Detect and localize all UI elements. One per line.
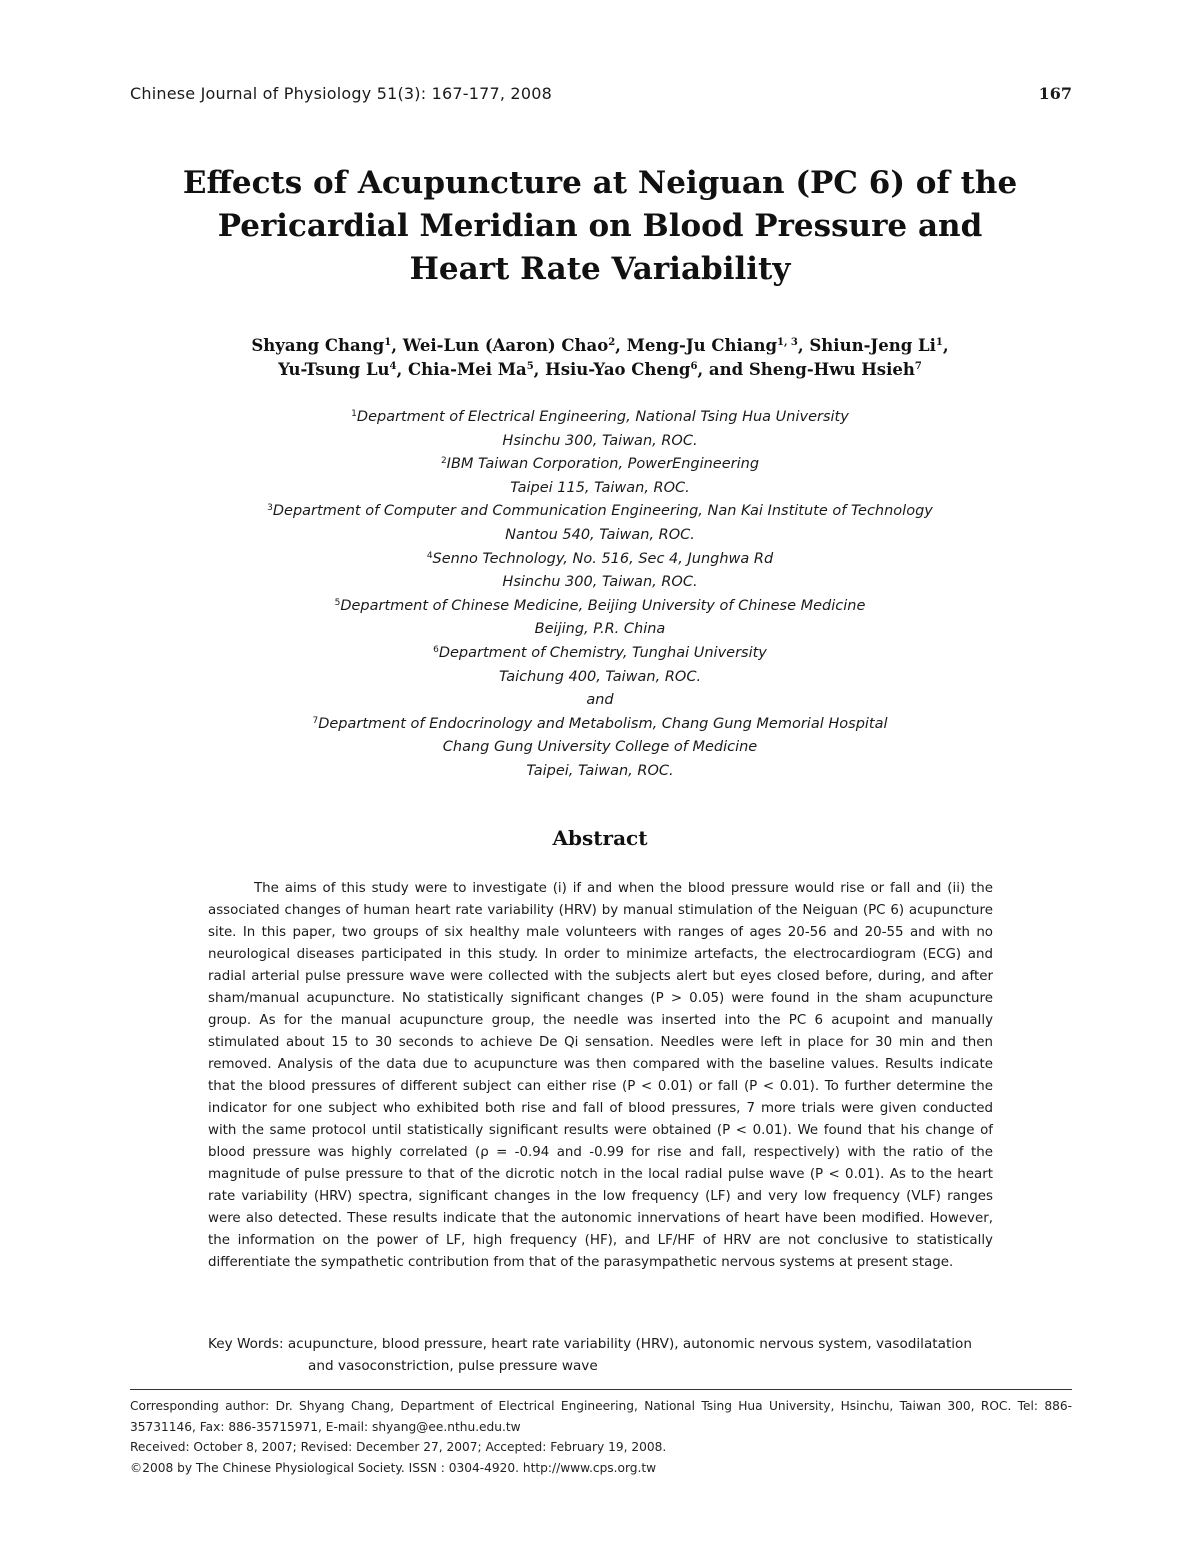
keywords-text: acupuncture, blood pressure, heart rate variability (HRV), autonomic nervous system, vasodilatation and vasoconstriction, pulse pressure wave: [287, 1336, 972, 1374]
received-dates-note: Received: October 8, 2007; Revised: December 27, 2007; Accepted: February 19, 2008.: [130, 1440, 667, 1454]
author-separator: ,: [797, 336, 810, 355]
affiliation-line: Beijing, P.R. China: [534, 621, 666, 638]
affiliation-mark: 6: [433, 644, 439, 655]
affiliation-line: [130, 406, 1070, 430]
keywords-line: [208, 1333, 993, 1377]
author-name: Chia-Mei Ma: [408, 360, 527, 379]
affiliation-mark: 1: [351, 409, 357, 419]
author-affiliation-mark: 1: [935, 337, 943, 348]
author-name: Hsiu-Yao Cheng: [545, 360, 691, 379]
affiliation-line: [130, 500, 1070, 524]
author-separator: ,: [391, 336, 403, 355]
author-list: [130, 334, 1070, 382]
author-separator: ,: [697, 360, 709, 379]
author-conjunction: and: [708, 360, 749, 379]
author-name: Sheng-Hwu Hsieh: [748, 360, 915, 379]
affiliation-line: [130, 453, 1070, 477]
affiliation-line: Chang Gung University College of Medicine: [442, 739, 758, 756]
copyright-note: ©2008 by The Chinese Physiological Society. ISSN : 0304-4920. http://www.cps.org.tw: [130, 1460, 657, 1475]
title-line: Effects of Acupuncture at Neiguan (PC 6) of the: [182, 165, 1018, 201]
keywords-block: [208, 1333, 993, 1377]
article-title: [130, 162, 1070, 291]
affiliation-institution: Department of Electrical Engineering, National Tsing Hua University: [356, 409, 849, 425]
affiliation-line: Taipei 115, Taiwan, ROC.: [510, 479, 690, 496]
affiliation-mark: 5: [334, 597, 341, 608]
affiliation-institution: Department of Computer and Communication Engineering, Nan Kai Institute of Technology: [272, 503, 933, 520]
affiliation-institution: Department of Endocrinology and Metabolism, Chang Gung Memorial Hospital: [318, 715, 888, 732]
affiliation-institution: Department of Chinese Medicine, Beijing University of Chinese Medicine: [340, 597, 866, 614]
author-affiliation-mark: 7: [914, 361, 922, 372]
affiliation-line: [130, 713, 1070, 737]
affiliation-institution: Senno Technology, No. 516, Sec 4, Junghwa Rd: [432, 550, 774, 567]
author-separator: ,: [533, 360, 546, 379]
affiliation-conjunction: and: [586, 692, 614, 709]
corresponding-author-note: Corresponding author: Dr. Shyang Chang, Department of Electrical Engineering, National Tsing Hua University, Hsinchu, Taiwan 300, ROC. Tel: 886-35731146, Fax: 886-35715971, E-mail: shyang@ee.nthu.edu.tw: [130, 1399, 1072, 1434]
author-name: Shyang Chang: [251, 336, 385, 355]
affiliation-institution: Department of Chemistry, Tunghai University: [438, 644, 767, 661]
author-affiliation-mark: 1, 3: [777, 337, 798, 348]
affiliation-institution: IBM Taiwan Corporation, PowerEngineering: [446, 456, 760, 473]
affiliation-line: [130, 642, 1070, 666]
affiliation-line: [130, 548, 1070, 572]
affiliation-line: [130, 595, 1070, 619]
abstract-body: The aims of this study were to investigate (i) if and when the blood pressure would rise or fall and (ii) the associated changes of human heart rate variability (HRV) by manual stimulation of the Neiguan (PC 6) acupuncture site. In this paper, two groups of six healthy male volunteers with ranges of ages 20-56 and 20-55 and with no neurological diseases participated in this study. In order to minimize artefacts, the electrocardiogram (ECG) and radial arterial pulse pressure wave were collected with the subjects alert but eyes closed before, during, and after sham/manual acupuncture. No statistically significant changes (P > 0.05) were found in the sham acupuncture group. As for the manual acupuncture group, the needle was inserted into the PC 6 acupoint and manually stimulated about 15 to 30 seconds to achieve De Qi sensation. Needles were left in place for 30 min and then removed. Analysis of the data due to acupuncture was then compared with the baseline values. Results indicate that the blood pressures of different subject can either rise (P < 0.01) or fall (P < 0.01). To further determine the indicator for one subject who exhibited both rise and fall of blood pressures, 7 more trials were given conducted with the same protocol until statistically significant results were obtained (P < 0.01). We found that his change of blood pressure was highly correlated (ρ = -0.94 and -0.99 for rise and fall, respectively) with the ratio of the magnitude of pulse pressure to that of the dicrotic notch in the local radial pulse wave (P < 0.01). As to the heart rate variability (HRV) spectra, significant changes in the low frequency (LF) and very low frequency (VLF) ranges were also detected. These results indicate that the autonomic innervations of heart have been modified. However, the information on the power of LF, high frequency (HF), and LF/HF of HRV are not conclusive to statistically differentiate the sympathetic contribution from that of the parasympathetic nervous systems at present stage.: [208, 881, 993, 1270]
title-line: Pericardial Meridian on Blood Pressure and: [217, 208, 983, 244]
affiliation-mark: 4: [426, 550, 433, 561]
affiliation-list: [130, 406, 1070, 784]
keywords-label: Key Words:: [208, 1336, 284, 1352]
affiliation-line: Hsinchu 300, Taiwan, ROC.: [502, 432, 698, 449]
affiliation-line: Nantou 540, Taiwan, ROC.: [505, 526, 695, 543]
author-line: [130, 358, 1070, 382]
author-line: Shyang Chang$^1$, Wei-Lun (Aaron) Chao$^2$, Meng-Ju Chiang$^{1, 3}$, Shiun-Jeng Li$^1$,: [251, 336, 949, 355]
author-affiliation-mark: 6: [690, 361, 698, 372]
affiliation-mark: 2: [440, 456, 447, 467]
author-separator: ,: [396, 360, 409, 379]
author-name: Yu-Tsung Lu: [278, 360, 390, 379]
affiliation-line: Taipei, Taiwan, ROC.: [526, 762, 674, 779]
footnotes: [130, 1396, 1072, 1478]
page-number: 167: [1038, 84, 1072, 103]
author-name: Meng-Ju Chiang: [626, 336, 777, 355]
author-affiliation-mark: 5: [526, 361, 534, 372]
affiliation-mark: 7: [312, 715, 319, 726]
author-separator: ,: [615, 336, 627, 355]
author-affiliation-mark: 4: [389, 361, 397, 372]
affiliation-mark: 3: [267, 503, 273, 514]
author-name: Shiun-Jeng Li: [809, 336, 936, 355]
footnote-divider: [130, 1389, 1072, 1390]
affiliation-line: Taichung 400, Taiwan, ROC.: [498, 668, 702, 685]
affiliation-line: Hsinchu 300, Taiwan, ROC.: [502, 574, 698, 591]
abstract-heading: Abstract: [552, 826, 648, 850]
journal-citation: Chinese Journal of Physiology 51(3): 167-177, 2008: [130, 84, 552, 103]
title-line: Heart Rate Variability: [409, 251, 791, 287]
author-name: Wei-Lun (Aaron) Chao: [402, 336, 609, 355]
running-header: [130, 84, 1072, 110]
author-affiliation-mark: 1: [384, 337, 392, 348]
author-affiliation-mark: 2: [608, 337, 616, 348]
